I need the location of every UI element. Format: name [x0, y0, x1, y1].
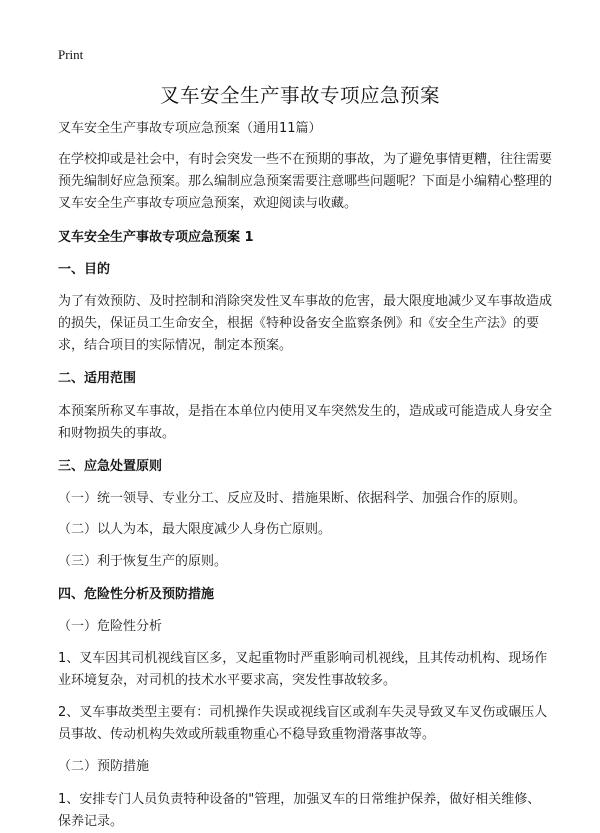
- print-link[interactable]: Print: [58, 47, 84, 62]
- subsection-heading-prevention: （二）预防措施: [58, 759, 150, 774]
- principle-item: （一）统一领导、专业分工、反应及时、措施果断、依据科学、加强合作的原则。: [58, 491, 527, 506]
- principle-item: （二）以人为本，最大限度减少人身伤亡原则。: [58, 522, 332, 537]
- section-heading-risk: 四、危险性分析及预防措施: [58, 587, 215, 602]
- section-text-purpose: 为了有效预防、及时控制和消除突发性叉车事故的危害，最大限度地减少叉车事故造成的损失，保证员工生命安全，根据《特种设备安全监察条例》和《安全生产法》的要求，结合项目的实际情况，制定本预案。: [58, 294, 553, 353]
- risk-item: 1、叉车因其司机视线盲区多，叉起重物时严重影响司机视线，且其传动机构、现场作业环境复杂，对司机的技术水平要求高，突发性事故较多。: [58, 651, 548, 688]
- principle-item: （三）利于恢复生产的原则。: [58, 554, 228, 569]
- intro-paragraph: 在学校抑或是社会中，有时会突发一些不在预期的事故，为了避免事情更糟，往往需要预先编制好应急预案。那么编制应急预案需要注意哪些问题呢？下面是小编精心整理的叉车安全生产事故专项应急预案，欢迎阅读与收藏。: [58, 152, 553, 211]
- document-subtitle: 叉车安全生产事故专项应急预案（通用11篇）: [58, 121, 322, 136]
- risk-item: 2、叉车事故类型主要有：司机操作失误或视线盲区或刹车失灵导致叉车叉伤或碾压人员事故、传动机构失效或所载重物重心不稳导致重物滑落事故等。: [58, 705, 548, 742]
- section-heading-purpose: 一、目的: [58, 262, 111, 277]
- document-title: 叉车安全生产事故专项应急预案: [159, 84, 440, 107]
- section-text-scope: 本预案所称叉车事故，是指在本单位内使用叉车突然发生的，造成或可能造成人身安全和财物损失的事故。: [58, 404, 553, 441]
- section-heading-scope: 二、适用范围: [58, 371, 137, 386]
- document-body: [58, 118, 552, 833]
- prevention-item: 1、安排专门人员负责特种设备的"管理，加强叉车的日常维护保养，做好相关维修、保养记录。: [58, 792, 541, 829]
- subsection-heading-risk-analysis: （一）危险性分析: [58, 619, 163, 634]
- plan-heading: 叉车安全生产事故专项应急预案 1: [58, 230, 254, 245]
- section-heading-principles: 三、应急处置原则: [58, 459, 163, 474]
